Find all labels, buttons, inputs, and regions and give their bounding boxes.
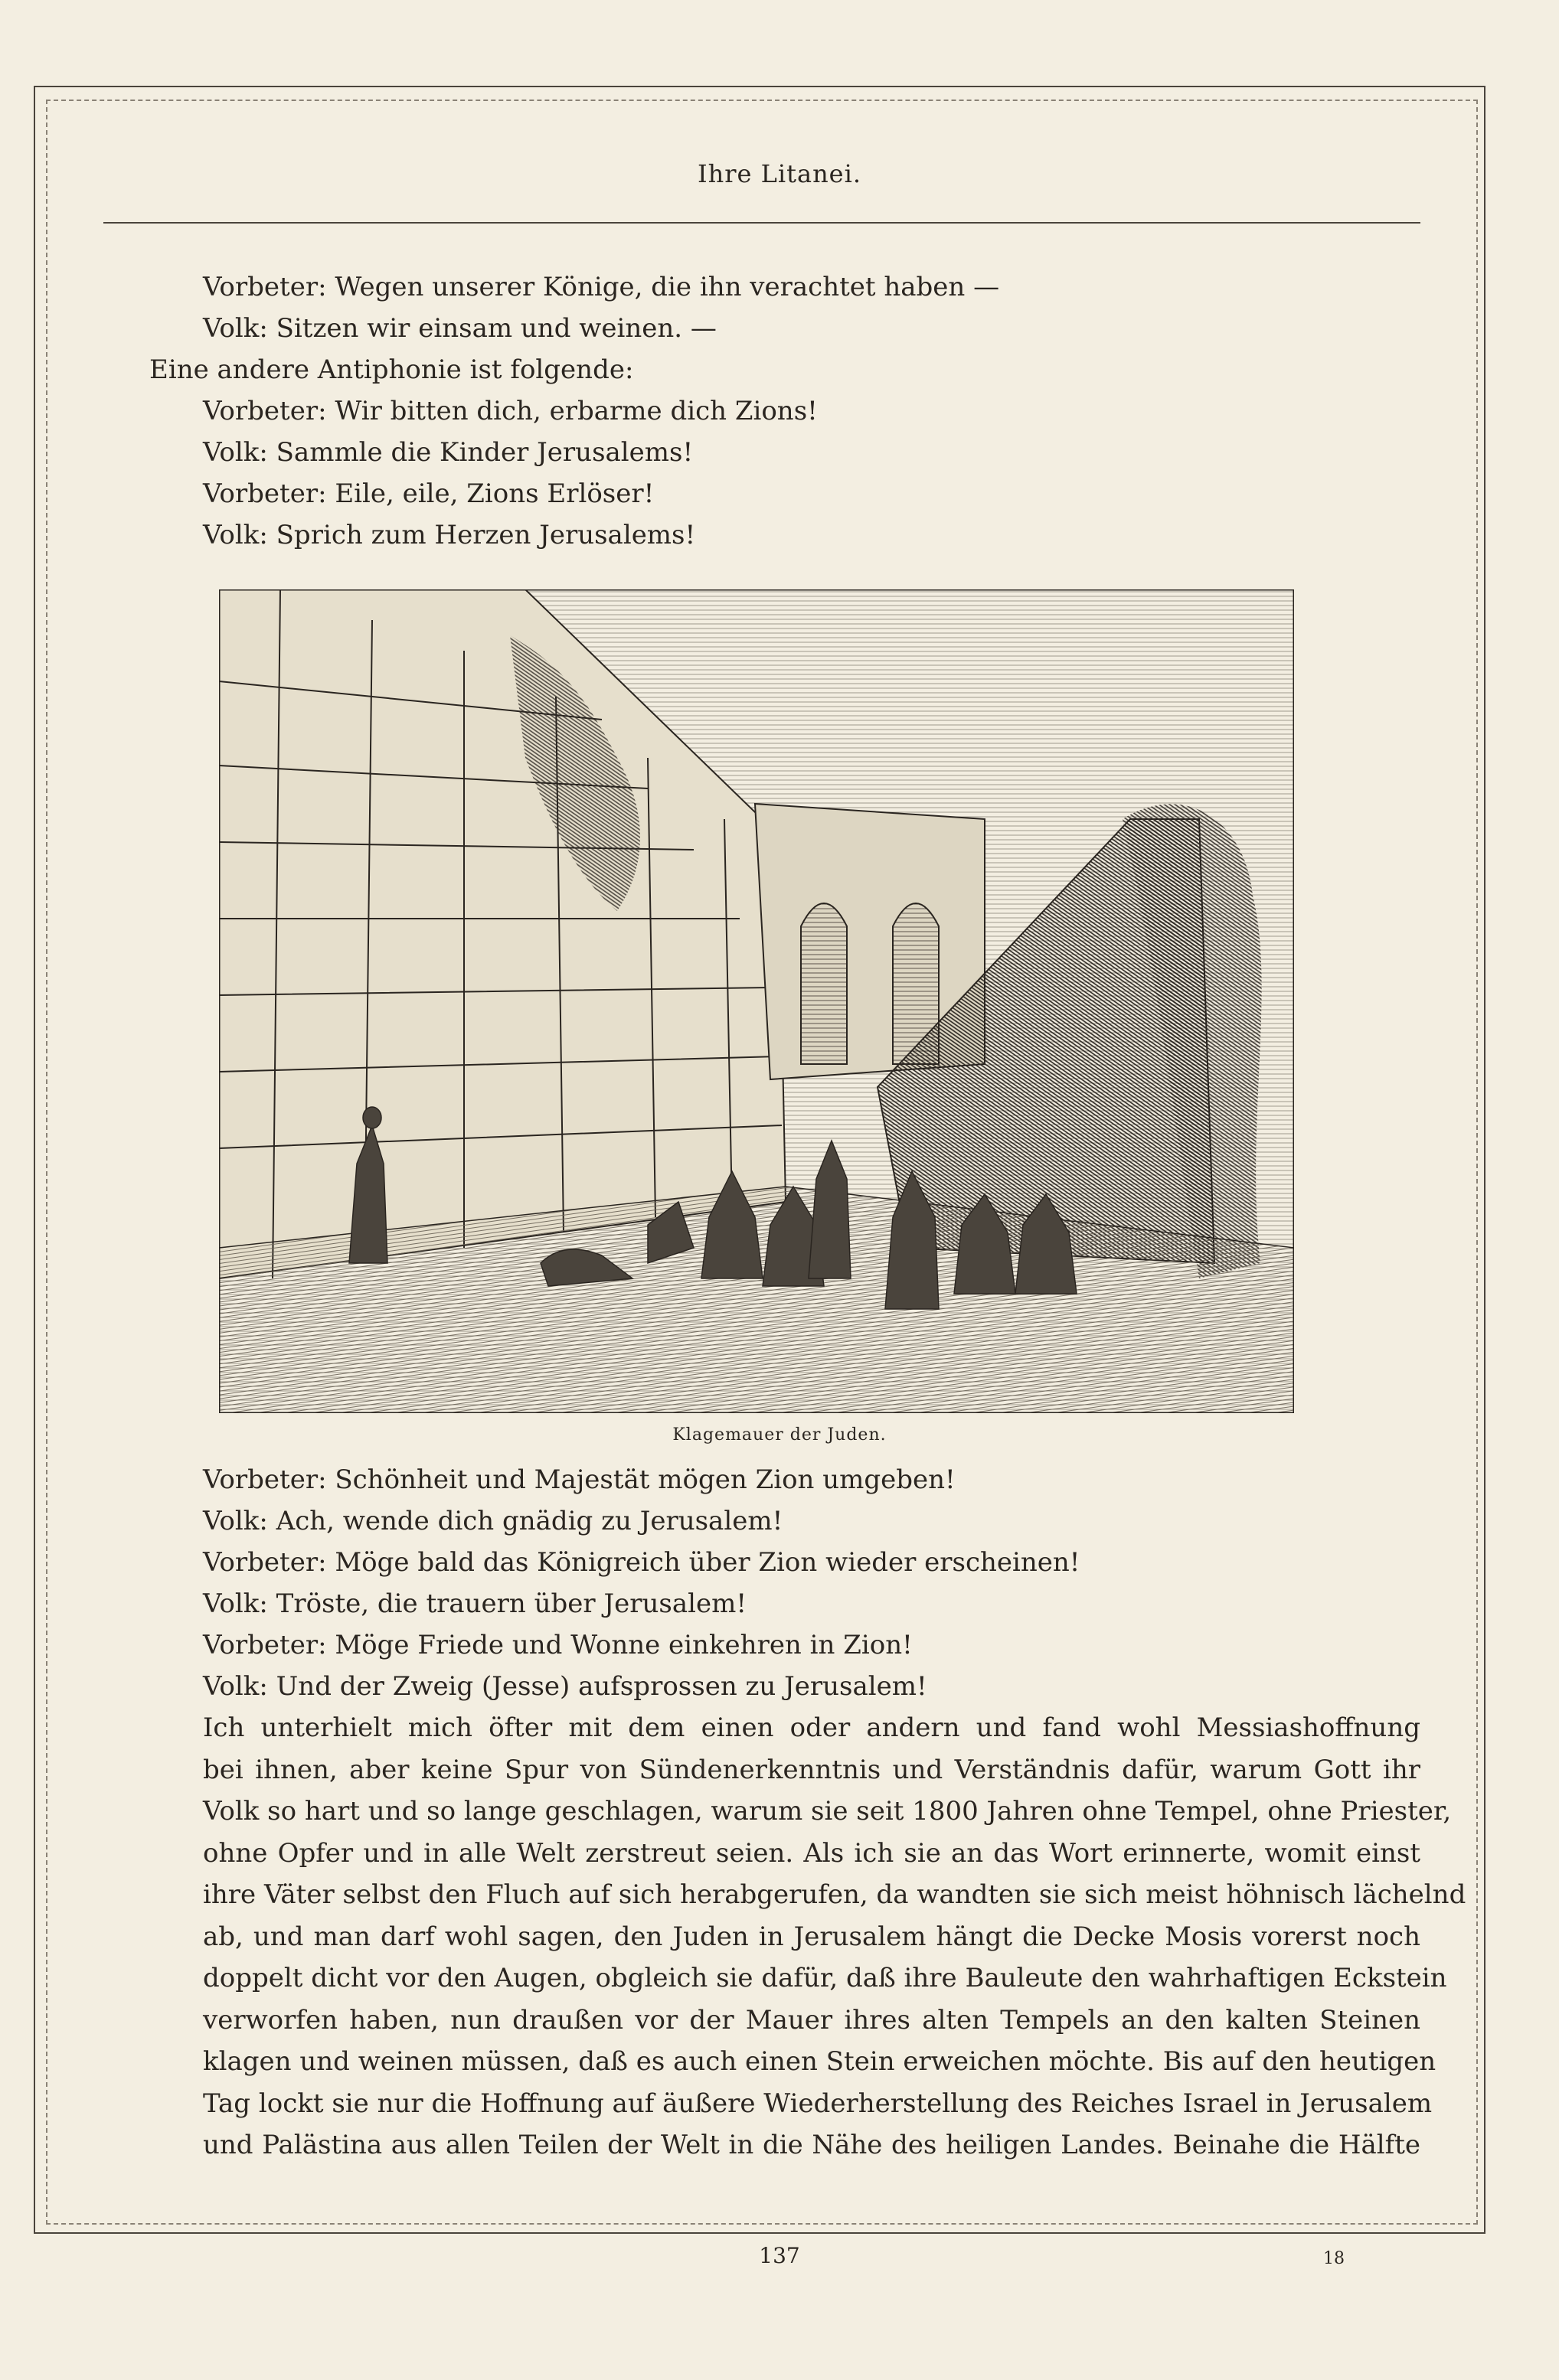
litany-line: Vorbeter: Wegen unserer Könige, die ihn verachtet haben —: [203, 272, 1000, 302]
paragraph-line: verworfen haben, nun draußen vor der Mauer ihres alten Tempels an den kalten Steinen: [203, 2004, 1420, 2036]
wailing-wall-engraving: [219, 589, 1294, 1413]
signature-mark: 18: [1323, 2249, 1345, 2268]
litany-line: Vorbeter: Möge bald das Königreich über Zion wieder erscheinen!: [203, 1547, 1080, 1578]
paragraph-line: ohne Opfer und in alle Welt zerstreut seien. Als ich sie an das Wort erinnerte, womit einst: [203, 1837, 1420, 1869]
paragraph-line: bei ihnen, aber keine Spur von Sündenerkenntnis und Verständnis dafür, warum Gott ihr: [203, 1754, 1420, 1785]
litany-line: Volk: Sprich zum Herzen Jerusalems!: [203, 520, 696, 550]
paragraph-line: Ich unterhielt mich öfter mit dem einen oder andern und fand wohl Messiashoffnung: [203, 1712, 1420, 1743]
figure-caption: Klagemauer der Juden.: [672, 1425, 887, 1445]
litany-line: Vorbeter: Schönheit und Majestät mögen Zion umgeben!: [203, 1464, 956, 1495]
litany-line: Volk: Sitzen wir einsam und weinen. —: [203, 313, 717, 344]
litany-line: Vorbeter: Möge Friede und Wonne einkehren in Zion!: [203, 1630, 913, 1660]
paragraph-line: doppelt dicht vor den Augen, obgleich sie dafür, daß ihre Bauleute den wahrhaftigen Eckstein: [203, 1963, 1447, 1993]
antiphony-block-1: [149, 266, 1420, 556]
litany-line: Vorbeter: Wir bitten dich, erbarme dich Zions!: [203, 396, 818, 426]
header-rule: [103, 222, 1420, 224]
litany-line: Vorbeter: Eile, eile, Zions Erlöser!: [203, 478, 655, 509]
litany-line: Volk: Tröste, die trauern über Jerusalem!: [203, 1588, 747, 1619]
paragraph-line: und Palästina aus allen Teilen der Welt in die Nähe des heiligen Landes. Beinahe die Hälfte: [203, 2130, 1420, 2160]
litany-line: Volk: Sammle die Kinder Jerusalems!: [203, 437, 694, 468]
running-head: Ihre Litanei.: [697, 159, 862, 188]
litany-intro-line: Eine andere Antiphonie ist folgende:: [149, 354, 634, 385]
paragraph-line: klagen und weinen müssen, daß es auch einen Stein erweichen möchte. Bis auf den heutigen: [203, 2046, 1436, 2077]
litany-line: Volk: Ach, wende dich gnädig zu Jerusalem!: [203, 1506, 783, 1536]
paragraph-line: ihre Väter selbst den Fluch auf sich herabgerufen, da wandten sie sich meist höhnisch lächelnd: [203, 1879, 1466, 1910]
antiphony-block-2: [203, 1459, 1420, 1707]
paragraph-line: ab, und man darf wohl sagen, den Juden in Jerusalem hängt die Decke Mosis vorerst noch: [203, 1921, 1420, 1952]
litany-line: Volk: Und der Zweig (Jesse) aufsprossen zu Jerusalem!: [203, 1671, 927, 1702]
body-paragraph: [203, 1707, 1466, 2166]
page-number: 137: [759, 2243, 800, 2268]
paragraph-line: Tag lockt sie nur die Hoffnung auf äußere Wiederherstellung des Reiches Israel in Jerusalem: [203, 2088, 1433, 2119]
paragraph-line: Volk so hart und so lange geschlagen, warum sie seit 1800 Jahren ohne Tempel, ohne Priester,: [203, 1796, 1452, 1827]
